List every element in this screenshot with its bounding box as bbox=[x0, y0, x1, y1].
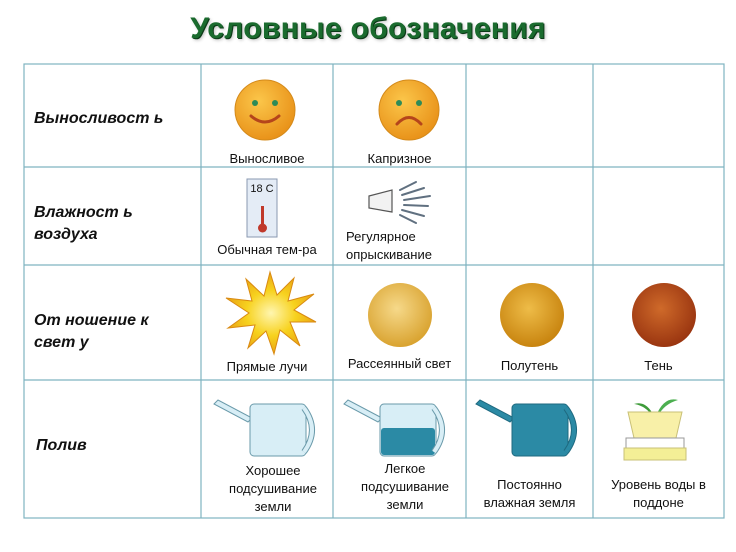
watering-can-empty-icon bbox=[212, 398, 320, 460]
watering-can-half-icon bbox=[342, 398, 450, 460]
row-label-humidity: Влажност ь воздуха bbox=[34, 204, 133, 243]
watering-can-full-icon bbox=[474, 398, 582, 460]
thermometer-icon bbox=[246, 178, 278, 238]
row-label-light: От ношение к свет у bbox=[34, 312, 149, 351]
label-regular-spraying: Регулярное опрыскивание bbox=[346, 229, 432, 262]
label-normal-temp: Обычная тем-ра bbox=[217, 242, 317, 257]
label-tray-water: Уровень воды в поддоне bbox=[611, 477, 706, 510]
pot-tray-icon bbox=[620, 392, 690, 464]
label-shade: Тень bbox=[644, 358, 673, 373]
label-enduring: Выносливое bbox=[229, 151, 305, 166]
shade-icon bbox=[630, 281, 698, 349]
row-label-watering: Полив bbox=[36, 437, 87, 454]
row-label-endurance: Выносливост ь bbox=[34, 110, 164, 127]
label-diffused-light: Рассеянный свет bbox=[347, 356, 452, 371]
page-title: Условные обозначения bbox=[190, 12, 546, 45]
label-capricious: Капризное bbox=[367, 151, 432, 166]
label-light-drying: Легкое подсушивание земли bbox=[361, 461, 449, 512]
label-always-moist: Постоянно влажная земля bbox=[483, 477, 576, 510]
half-shade-icon bbox=[498, 281, 566, 349]
sprayer-icon bbox=[366, 178, 436, 226]
sad-face-icon bbox=[377, 78, 441, 142]
label-good-drying: Хорошее подсушивание земли bbox=[229, 463, 317, 514]
diffused-light-icon bbox=[366, 281, 434, 349]
happy-face-icon bbox=[233, 78, 297, 142]
label-direct-rays: Прямые лучи bbox=[226, 359, 308, 374]
thermometer-reading: 18 С bbox=[250, 183, 274, 195]
label-half-shade: Полутень bbox=[500, 358, 559, 373]
sun-icon bbox=[222, 270, 318, 356]
